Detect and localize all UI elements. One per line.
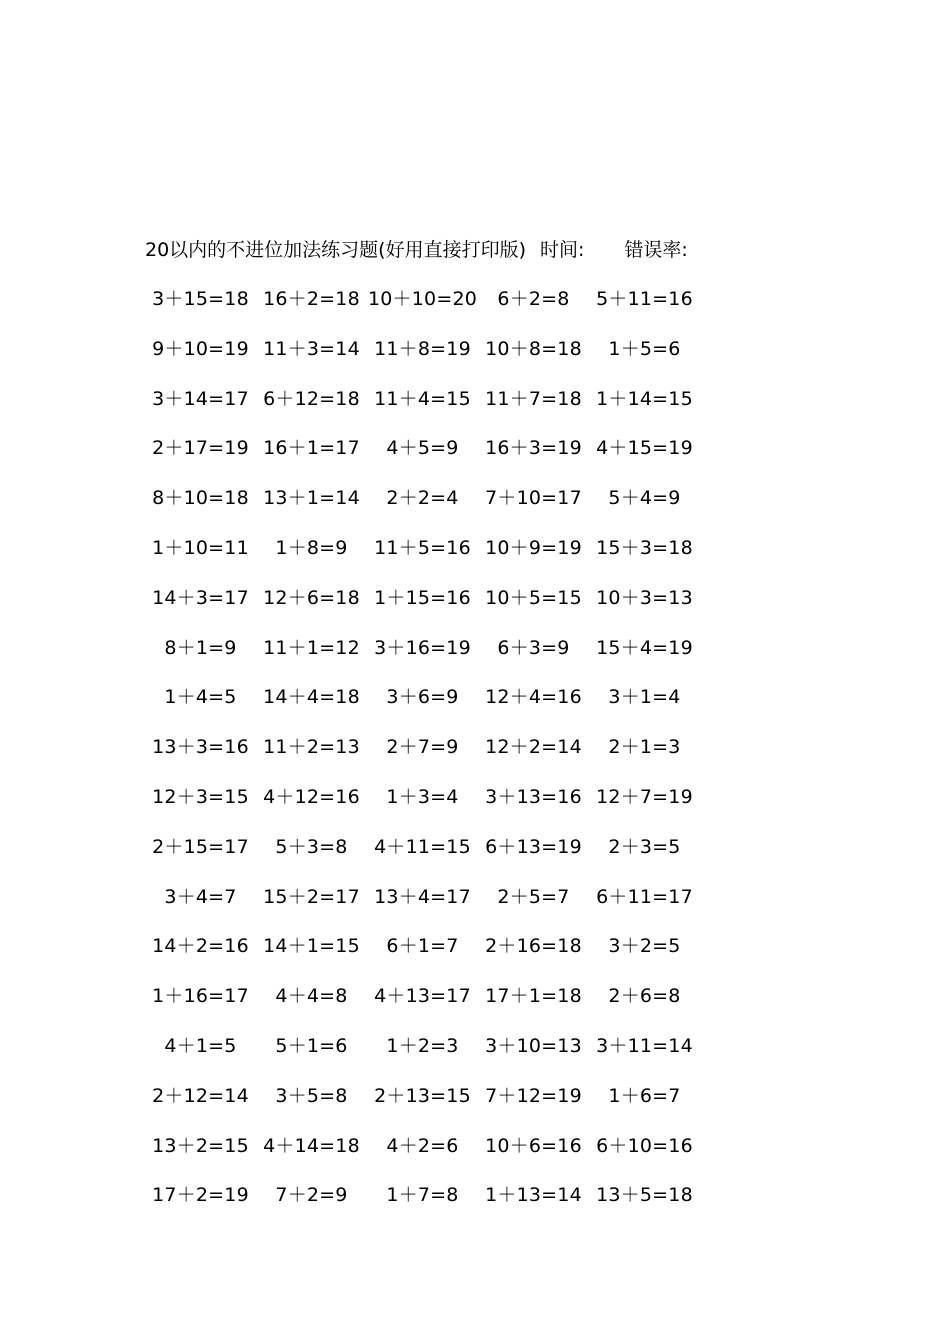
exercise-row: [145, 385, 705, 435]
exercise-item: 5＋4=9: [608, 487, 681, 510]
exercise-item: 14＋2=16: [152, 935, 249, 958]
exercise-row: [145, 683, 705, 733]
exercise-item: 2＋1=3: [608, 736, 681, 759]
exercise-item: 5＋1=6: [275, 1034, 348, 1057]
exercise-row: [145, 285, 705, 335]
exercise-item: 2＋16=18: [485, 935, 582, 958]
exercise-item: 3＋5=8: [275, 1084, 348, 1107]
exercise-row: [145, 434, 705, 484]
exercise-item: 5＋3=8: [275, 835, 348, 858]
exercise-item: 3＋13=16: [485, 785, 582, 808]
exercise-item: 8＋1=9: [164, 636, 237, 659]
exercise-item: 10＋5=15: [485, 586, 582, 609]
exercise-row: [145, 534, 705, 584]
exercise-item: 11＋5=16: [374, 536, 471, 559]
exercise-item: 3＋15=18: [152, 288, 249, 310]
exercise-item: 10＋8=18: [485, 337, 582, 360]
exercise-item: 2＋3=5: [608, 835, 681, 858]
exercise-item: 17＋1=18: [485, 985, 582, 1008]
exercise-item: 8＋10=18: [152, 487, 249, 510]
exercise-item: 3＋10=13: [485, 1034, 582, 1057]
exercise-row: [145, 833, 705, 883]
exercise-item: 4＋15=19: [596, 437, 693, 460]
exercise-row: [145, 1181, 705, 1231]
exercise-item: 1＋8=9: [275, 536, 348, 559]
exercise-row: [145, 335, 705, 385]
exercise-item: 2＋6=8: [608, 985, 681, 1008]
exercise-item: 14＋3=17: [152, 586, 249, 609]
exercise-item: 7＋12=19: [485, 1084, 582, 1107]
exercise-item: 9＋10=19: [152, 337, 249, 360]
exercise-item: 6＋11=17: [596, 885, 693, 908]
exercise-item: 11＋1=12: [263, 636, 360, 659]
exercise-item: 4＋13=17: [374, 985, 471, 1008]
exercise-item: 1＋6=7: [608, 1084, 681, 1107]
exercise-item: 10＋3=13: [596, 586, 693, 609]
exercise-item: 13＋4=17: [374, 885, 471, 908]
exercise-item: 11＋3=14: [263, 337, 360, 360]
exercise-item: 11＋2=13: [263, 736, 360, 759]
exercise-item: 1＋2=3: [386, 1034, 459, 1057]
time-label: 时间:: [540, 239, 585, 261]
exercise-item: 2＋13=15: [374, 1084, 471, 1107]
exercise-item: 1＋14=15: [596, 387, 693, 410]
exercise-item: 3＋14=17: [152, 387, 249, 410]
exercise-item: 15＋4=19: [596, 636, 693, 659]
exercise-grid: [145, 285, 705, 1231]
exercise-item: 1＋5=6: [608, 337, 681, 360]
exercise-item: 6＋10=16: [596, 1134, 693, 1157]
exercise-item: 13＋3=16: [152, 736, 249, 759]
exercise-item: 14＋1=15: [263, 935, 360, 958]
exercise-item: 2＋12=14: [152, 1084, 249, 1107]
exercise-item: 6＋13=19: [485, 835, 582, 858]
exercise-item: 3＋2=5: [608, 935, 681, 958]
exercise-item: 6＋3=9: [497, 636, 570, 659]
exercise-item: 4＋12=16: [263, 785, 360, 808]
exercise-item: 5＋11=16: [596, 288, 693, 310]
error-rate-label: 错误率:: [624, 239, 688, 261]
exercise-item: 14＋4=18: [263, 686, 360, 709]
title-text: 20以内的不进位加法练习题(好用直接打印版): [145, 239, 527, 261]
exercise-item: 7＋2=9: [275, 1184, 348, 1207]
exercise-item: 16＋1=17: [263, 437, 360, 460]
exercise-row: [145, 982, 705, 1032]
exercise-item: 6＋2=8: [497, 288, 570, 310]
exercise-item: 4＋14=18: [263, 1134, 360, 1157]
page-title: [145, 236, 688, 264]
exercise-item: 1＋16=17: [152, 985, 249, 1008]
exercise-item: 13＋2=15: [152, 1134, 249, 1157]
exercise-item: 15＋3=18: [596, 536, 693, 559]
exercise-item: 10＋6=16: [485, 1134, 582, 1157]
exercise-item: 1＋13=14: [485, 1184, 582, 1207]
exercise-item: 1＋10=11: [152, 536, 249, 559]
exercise-item: 1＋7=8: [386, 1184, 459, 1207]
exercise-item: 16＋2=18: [263, 288, 360, 310]
exercise-item: 12＋6=18: [263, 586, 360, 609]
exercise-item: 6＋1=7: [386, 935, 459, 958]
exercise-item: 4＋4=8: [275, 985, 348, 1008]
exercise-item: 1＋3=4: [386, 785, 459, 808]
exercise-item: 3＋16=19: [374, 636, 471, 659]
exercise-row: [145, 733, 705, 783]
exercise-item: 12＋2=14: [485, 736, 582, 759]
exercise-item: 3＋6=9: [386, 686, 459, 709]
exercise-row: [145, 484, 705, 534]
exercise-item: 2＋15=17: [152, 835, 249, 858]
exercise-item: 3＋4=7: [164, 885, 237, 908]
exercise-item: 10＋10=20: [367, 288, 478, 310]
exercise-item: 11＋4=15: [374, 387, 471, 410]
exercise-item: 7＋10=17: [485, 487, 582, 510]
exercise-item: 4＋2=6: [386, 1134, 459, 1157]
exercise-item: 12＋7=19: [596, 785, 693, 808]
exercise-item: 4＋1=5: [164, 1034, 237, 1057]
exercise-item: 12＋4=16: [485, 686, 582, 709]
exercise-item: 2＋17=19: [152, 437, 249, 460]
exercise-row: [145, 1132, 705, 1182]
exercise-item: 13＋5=18: [596, 1184, 693, 1207]
exercise-item: 3＋1=4: [608, 686, 681, 709]
exercise-item: 2＋7=9: [386, 736, 459, 759]
exercise-item: 15＋2=17: [263, 885, 360, 908]
exercise-item: 2＋5=7: [497, 885, 570, 908]
exercise-item: 17＋2=19: [152, 1184, 249, 1207]
exercise-item: 2＋2=4: [386, 487, 459, 510]
exercise-row: [145, 1082, 705, 1132]
exercise-item: 10＋9=19: [485, 536, 582, 559]
exercise-item: 4＋5=9: [386, 437, 459, 460]
exercise-item: 1＋15=16: [374, 586, 471, 609]
exercise-item: 3＋11=14: [596, 1034, 693, 1057]
exercise-row: [145, 932, 705, 982]
exercise-row: [145, 1032, 705, 1082]
exercise-row: [145, 783, 705, 833]
exercise-item: 11＋7=18: [485, 387, 582, 410]
exercise-item: 1＋4=5: [164, 686, 237, 709]
exercise-row: [145, 634, 705, 684]
exercise-item: 13＋1=14: [263, 487, 360, 510]
exercise-item: 11＋8=19: [374, 337, 471, 360]
exercise-row: [145, 584, 705, 634]
exercise-item: 16＋3=19: [485, 437, 582, 460]
exercise-row: [145, 883, 705, 933]
exercise-item: 6＋12=18: [263, 387, 360, 410]
exercise-item: 12＋3=15: [152, 785, 249, 808]
exercise-item: 4＋11=15: [374, 835, 471, 858]
